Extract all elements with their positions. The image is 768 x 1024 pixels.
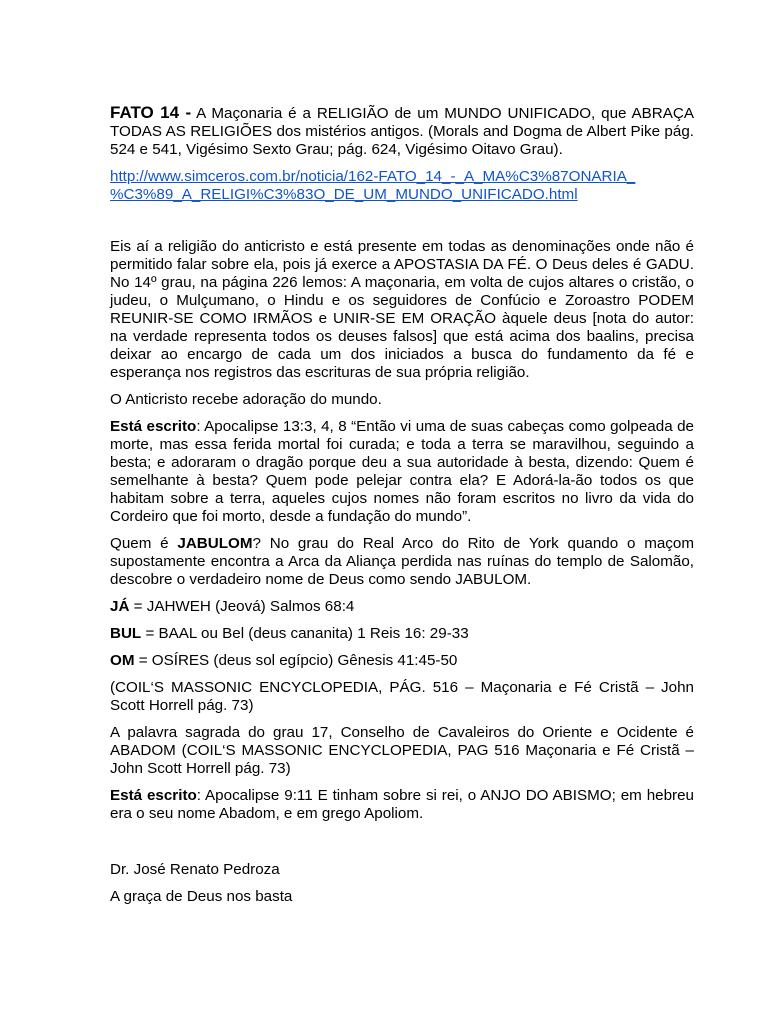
bul-line — [110, 625, 694, 643]
bul-term: BUL — [110, 625, 142, 642]
apocalipse-9-paragraph — [110, 787, 694, 823]
om-text: = OSÍRES (deus sol egípcio) Gênesis 41:45-50 — [134, 652, 458, 669]
document-body — [110, 104, 694, 915]
source-link[interactable] — [110, 168, 635, 203]
fato-paragraph — [110, 104, 694, 159]
apocalipse-9-text: : Apocalipse 9:11 E tinham sobre si rei, o ANJO DO ABISMO; em hebreu era o seu nome Abadom, e em grego Apoliom. — [110, 787, 694, 822]
bul-text: = BAAL ou Bel (deus cananita) 1 Reis 16: 29-33 — [141, 625, 469, 642]
apocalipse-13-paragraph — [110, 418, 694, 526]
fato-text: A Maçonaria é a RELIGIÃO de um MUNDO UNIFICADO, que ABRAÇA TODAS AS RELIGIÕES dos mistérios antigos. (Morals and Dogma de Albert Pike pág. 524 e 541, Vigésimo Sexto Grau; pág. 624, Vigésimo Oitavo Grau). — [110, 105, 694, 158]
source-link-paragraph — [110, 168, 694, 204]
fato-label: FATO 14 - — [110, 103, 192, 122]
om-term: OM — [110, 652, 135, 669]
source-link-line-1: http://www.simceros.com.br/noticia/162-FATO_14_-_A_MA%C3%87ONARIA_ — [110, 168, 636, 185]
om-line — [110, 652, 694, 670]
jabulom-intro: Quem é — [110, 535, 178, 552]
source-link-line-2: %C3%89_A_RELIGI%C3%83O_DE_UM_MUNDO_UNIFICADO.html — [110, 186, 578, 203]
ja-term: JÁ — [110, 598, 130, 615]
jabulom-text: ? No grau do Real Arco do Rito de York quando o maçom supostamente encontra a Arca da Aliança perdida nas ruínas do templo de Salomão, descobre o verdadeiro nome de Deus como sendo JABULOM. — [110, 535, 694, 588]
jabulom-paragraph — [110, 535, 694, 589]
spacer — [110, 213, 694, 238]
apocalipse-13-text: : Apocalipse 13:3, 4, 8 “Então vi uma de suas cabeças como golpeada de morte, mas essa ferida mortal foi curada; e toda a terra se maravilhou, seguindo a besta; e adoraram o dragão porque deu a sua autoridade à besta, dizendo: Quem é semelhante à besta? Quem pode pelejar contra ela? E Adorá-la-ão todos os que habitam sobre a terra, aqueles cujos nomes não foram escritos no livro da vida do Cordeiro que foi morto, desde a fundação do mundo”. — [110, 418, 694, 525]
adoracao-paragraph: O Anticristo recebe adoração do mundo. — [110, 391, 382, 408]
jabulom-term: JABULOM — [177, 535, 253, 552]
spacer — [110, 832, 694, 861]
anticristo-paragraph: Eis aí a religião do anticristo e está presente em todas as denominações onde não é permitido falar sobre ela, pois já exerce a APOSTASIA DA FÉ. O Deus deles é GADU. No 14º grau, na página 226 lemos: A maçonaria, em volta de cujos altares o cristão, o judeu, o Mulçumano, o Hindu e os seguidores de Confúcio e Zoroastro PODEM REUNIR-SE COMO IRMÃOS e UNIR-SE EM ORAÇÃO àquele deus [nota do autor: na verdade representa todos os deuses falsos] que está acima dos baalins, precisa deixar ao encargo de cada um dos iniciados a busca do fundamento da fé e esperança nos registros das escrituras de sua própria religião. — [110, 238, 694, 381]
ja-text: = JAHWEH (Jeová) Salmos 68:4 — [129, 598, 355, 615]
author-signature: Dr. José Renato Pedroza — [110, 861, 280, 878]
ja-line — [110, 598, 694, 616]
esta-escrito-label: Está escrito — [110, 418, 197, 435]
coil-reference-paragraph: (COIL‘S MASSONIC ENCYCLOPEDIA, PÁG. 516 – Maçonaria e Fé Cristã – John Scott Horrell pág. 73) — [110, 679, 694, 714]
closing-line: A graça de Deus nos basta — [110, 888, 293, 905]
esta-escrito-label-2: Está escrito — [110, 787, 197, 804]
abadom-paragraph: A palavra sagrada do grau 17, Conselho de Cavaleiros do Oriente e Ocidente é ABADOM (COIL‘S MASSONIC ENCYCLOPEDIA, PAG 516 Maçonaria e Fé Cristã – John Scott Horrell pág. 73) — [110, 724, 694, 777]
